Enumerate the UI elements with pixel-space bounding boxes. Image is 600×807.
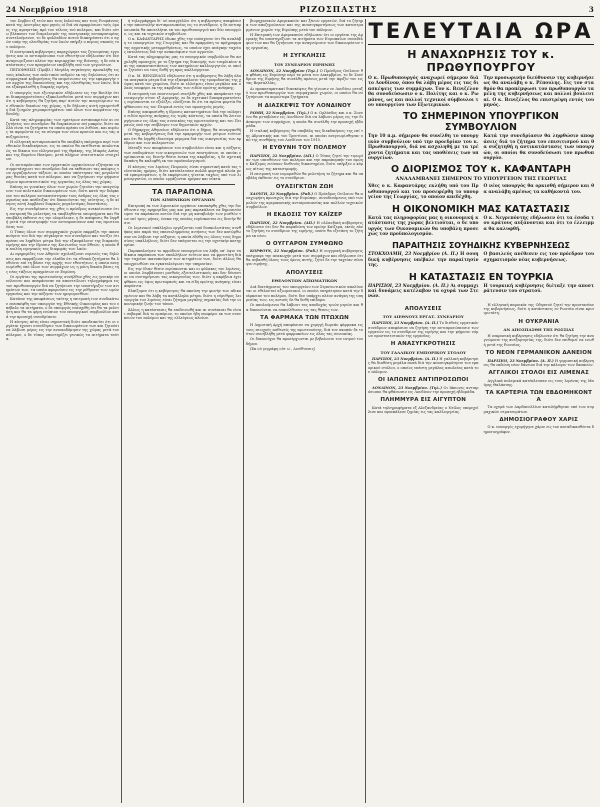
- dateline: ΠΑΡΙΣΙΟΙ, 22 Νοεμβρίου. (ΑΠ.): [250, 220, 316, 225]
- latest-hour-banner: ΤΕΛΕΥΤΑΙΑ ΩΡΑ: [368, 19, 594, 43]
- swedish-article-left: ΣΤΟΚΧΟΛΜΗ, 23 Νοεμβρίου (Α. Π.) Η σουηδική κυβέρνησις υπέβαλε την παραίτησίν της.: [368, 252, 479, 269]
- section-rule: [130, 184, 235, 185]
- subhead-merchant-fleet: ΤΟΥ ΓΑΛΛΙΚΟΥ ΕΜΠΟΡΙΚΟΥ ΣΤΟΛΟΥ: [380, 349, 466, 355]
- headline-egypt-flood: ΠΛΗΜΜΥΡΑ ΕΙΣ ΑΙΓΥΠΤΟΝ: [380, 397, 467, 404]
- subhead-kafantaris-appointment: ΑΝΑΛΑΜΒΑΝΕΙ ΣΗΜΕΡΟΝ ΤΟ ΥΠΟΥΡΓΕΙΟΝ ΤΗΣ ΓΕΩΡΓΙΑΣ: [395, 176, 567, 183]
- dateline: ΛΟΝΔΙΝΟΝ, 22 Νοεμβρίου (Τηλ.): [250, 68, 319, 73]
- dateline: ΛΟΝΔΙΝΟΝ, 23 Νοεμβρίου. (Τηλ.): [372, 385, 443, 390]
- dateline: ΠΑΡΙΣΙΟΙ, 23 Νοεμβρίου. (Α. Π.): [372, 356, 439, 361]
- subhead-peace-conference: ΤΟΥ ΣΥΝΕΔΡΙΟΥ ΕΙΡΗΝΗΣ: [274, 61, 335, 67]
- headline-washington: ΟΥΑΣΙΓΚΤΩΝ ΖΩΗ: [275, 183, 334, 190]
- masthead-rule: [6, 16, 594, 17]
- subhead-labor-conference: ΤΟΥ ΔΙΕΘΝΟΥΣ ΕΡΓΑΤ. ΣΥΝΕΔΡΙΟΥ: [382, 314, 464, 320]
- headline-german-loan: ΤΟ ΝΕΟΝ ΓΕΡΜΑΝΙΚΟΝ ΔΑΝΕΙΟΝ: [485, 350, 592, 357]
- column-4-right-news: Η ελληνική παροικία της Οδησσού ζητεί την προστασίαν της κυβερνήσεως, διότι η κατάστασις εν Ρωσσία είναι κρισιμωτάτη. Η ΟΥΚΡΑΝΙΑ ΑΝ ΑΠΟΣΠΑΣΘΗ ΤΗΣ ΡΩΣΣΙΑΣ Η ουκρανική κυβέρνησις εδήλωσεν ότι θα ζητήση την αναγνώρισιν της ανεξαρτησίας της, διότι δεν επιθυμεί να ενωθή μετά της Ρωσσίας. ΤΟ ΝΕΟΝ ΓΕΡΜΑΝΙΚΟΝ ΔΑΝΕΙΟΝ ΠΑΡΙΣΙΟΙ, 23 Νοεμβρίου. (Α. Π.) Η γερμανική κυβέρνησις θα εκδώση νέον δάνειον διά την κάλυψιν των δαπανών. ΑΓΓΛΙΚΟΙ ΣΤΟΛΟΙ ΕΙΣ ΛΙΜΕΝΑΣ Αγγλικά πολεμικά κατέπλευσαν εις τους λιμένας της Μαύρης Θαλάσσης. ΤΑ ΚΑΡΤΕΡΙΑ ΤΩΝ ΕΒΔΟΜΗΚΟΝΤΑ Τα οχυρά των Δαρδανελλίων κατελήφθησαν υπό των συμμαχικών στρατευμάτων. ΔΗΜΟΣΙΟΓΡΑΦΟΥ ΧΑΡΙΣ Ο κ. υπουργός εχορήγησε χάριν εις τον καταδικασθέντα δημοσιογράφον.: [483, 302, 594, 434]
- headline-turkey-situation: Η ΚΑΤΑΣΤΑΣΙΣ ΕΝ ΤΟΥΡΚΙΑ: [408, 271, 554, 283]
- dateline: ΧΑΟΥΓΗ, 22 Νοεμβρίου. (Ραδ.): [250, 192, 314, 197]
- headline-labor-conference: ΑΠΟΛΥΣΕΙΣ: [404, 305, 442, 312]
- headline-kafantaris-appointment: Ο ΔΙΟΡΙΣΜΟΣ ΤΟΥ κ. ΚΑΦΑΝΤΑΡΗ: [391, 164, 571, 176]
- cabinet-article-right: Κατά την συνεδρίασιν θα ληφθώσιν αποφάσεις διά το ζήτημα του επισιτισμού και θα συζητηθή η αντικατάστασις των υπουργών, οι οποίοι θα συνοδεύσωσι τον πρωθυπουργόν.: [483, 134, 594, 162]
- column-2-article-text: ή τηλεγράφημα δι' ού αναγγέλλει ότι η κυβέρνησις απεφάσισε την αποστολήν αντιπροσωπείας εις το συνέδριον, η δε αντιπροσωπεία θα αποτελήται εκ του πρωθυπουργού και δύο υπουργών, ως και εκ τεχνικών συμβούλων. Ο κ. ΚΑΦΑΝΤΑΡΗΣ έδωκε χθες την υπόσχεσιν ότι θα αναλάβη το υπουργείον της Γεωργίας και θα εφαρμόση το πρόγραμμα της αγροτικής μεταρρυθμίσεως, το οποίον έχει ανάγκην ταχείας εκτελέσεως διά την ανακούφισιν των αγροτών. Κατά τας πληροφορίας μας το υπουργικόν συμβούλιον θα ασχοληθή προσεχώς με το ζήτημα της διανομής των τσιφλικίων και της αποκαταστάσεως των ακτημόνων καλλιεργητών, οι οποίοι ζητούσι να τους δοθή γη προς καλλιέργειαν. Ο κ. Μ. ΒΕΝΙΖΕΛΟΣ εδήλωσεν ότι η κυβέρνησις θα λάβη όλα τα αναγκαία μέτρα διά την εξασφάλισιν της τροφοδοσίας της χώρας κατά τον χειμώνα, διότι αι ελλείψεις είναι μεγάλαι και ο λαός υποφέρει εκ της ακριβείας των ειδών πρώτης ανάγκης. Η επιτροπή του επισιτισμού συνήλθε χθες και απεφάσισε την εισαγωγήν σίτου εξ Αμερικής, αι δε σχετικαί διαπραγματεύσεις ευρίσκονται εν εξελίξει, ελπίζεται δε ότι τα πρώτα φορτία θα φθάσωσιν εις τον Πειραιά εντός του προσεχούς μηνός. Επίσης απεφασίσθη η ίδρυσις καταστημάτων διά την πώλησιν ειδών πρώτης ανάγκης εις τιμάς κόστους, τα οποία θα λειτουργήσωσιν εις όλας τας συνοικίας της πρωτευούσης και του Πειραιώς υπό την επίβλεψιν των δημοτικών αρχών. Ο δήμαρχος Αθηναίων εδήλωσεν ότι ο δήμος θα συνεργασθή μετά της κυβερνήσεως διά την εφαρμογήν των μέτρων τούτων και ότι θα ληφθή ιδιαιτέρα μέριμνα διά τας οικογενείας των εφέδρων και των πολεμιστών. Μεταξύ των αποφάσεων του συμβουλίου είναι και η αύξησις των επιδομάτων των οικογενειών των επιστράτων, αι οποίαι ευρίσκονται εις δεινήν θέσιν ένεκα της ακριβείας, η δε σχετική δαπάνη θα καλυφθή εκ του προϋπολογισμού. Η κίνησις του λιμένος Πειραιώς είναι σημαντική κατά τας τελευταίας ημέρας, διότι κατέπλευσαν πολλά φορτηγά πλοία μετά εμπορευμάτων, η δε εκφόρτωσις γίνεται ταχέως υπό των λιμενεργατών, οι οποίοι εργάζονται ημέραν και νύκτα. ΤΑ ΠΑΡΑΠΟΝΑ ΤΩΝ ΛΙΜΕΝΙΚΩΝ ΟΡΓΑΝΩΝ Επιτροπή εκ των λιμενικών οργάνων επεσκέφθη χθες την διεύθυνσιν της εφημερίδος μας και μας παρεκάλεσε να δημοσιεύσωμεν τα παράπονα αυτών διά την μη καταβολήν των μισθών των επί τρεις μήνας, ένεκα της οποίας ευρίσκονται εις δεινήν θέσιν. Οι λιμενικοί υπάλληλοι εργάζονται υπό δυσκολωτάτας συνθήκας και παρά τας επανειλημμένας αιτήσεις των δεν κατώρθωσαν να λάβωσι την αύξησιν, η οποία εδόθη εις όλους τους δημοσίους υπαλλήλους, διότι δεν υπάγονται εις την σχετικήν κατηγορίαν. Παρακαλούμεν το αρμόδιον υπουργείον να λάβη υπ' όψιν τα δίκαια παράπονα των υπαλλήλων τούτων και να φροντίση διά την ταχείαν ικανοποίησιν των αιτημάτων των, διότι άλλως θα υποχρεωθώσι να εγκαταλείψωσι την υπηρεσίαν. Εις την ίδιαν θέσιν ευρίσκονται και οι φύλακες του λιμένος, οι οποίοι λαμβάνουσι μισθούς εξευτελιστικούς και δεν δύνανται να συντηρήσωσι τας οικογενείας των, διότι η ακρίβεια έχει φθάσει εις ύψος πρωτοφανές και τα είδη πρώτης ανάγκης είναι απρόσιτα. Ελπίζομεν ότι η κυβέρνησις θα ακούση την φωνήν των αδικουμένων και θα λάβη τα κατάλληλα μέτρα, διότι η εύρυθμος λειτουργία του λιμένος είναι ζήτημα μεγάλης σημασίας διά την οικονομικήν ζωήν του τόπου. Άλλως η κατάστασις θα επιδεινωθή και αι συνέπειαι θα είναι σοβαραί διά το εμπόριον, το οποίον ήδη υποφέρει εκ των συνεπειών του πολέμου και της ελλείψεως πλοίων.: [124, 19, 241, 321]
- dateline: ΠΑΡΙΣΙΟΙ, 23 Νοεμβρίου. (Α. Π.): [368, 283, 449, 289]
- subhead-ukraine: ΑΝ ΑΠΟΣΠΑΣΘΗ ΤΗΣ ΡΩΣΣΙΑΣ: [503, 327, 575, 333]
- turkey-article-right: Η τουρκική κυβέρνησις διέταξε την αποστράτευσιν του στρατού.: [483, 283, 594, 294]
- headline-war-responsibility: Η ΕΥΘΥΝΗ ΤΟΥ ΠΟΛΕΜΟΥ: [262, 145, 347, 152]
- headline-pm-departure: Η ΑΝΑΧΩΡΗΣΙΣ ΤΟΥ κ. ΠΡΩΘΥΠΟΥΡΓΟΥ: [407, 48, 555, 74]
- dateline: ΚΟΡΦΟΥΝ, 22 Νοεμβρίου. (Ραδ.): [250, 249, 318, 254]
- paper-name: ΡΙΖΟΣΠΑΣΤΗΣ: [299, 4, 378, 14]
- column-4-latest-hour: [368, 19, 594, 803]
- dateline: ΠΑΡΙΣΙΟΙ, 23 Νοεμβρίου. (Α. Π.): [487, 358, 554, 363]
- headline-medicines-poor: ΤΑ ΦΑΡΜΑΚΑ ΤΩΝ ΠΤΩΧΩΝ: [260, 314, 349, 321]
- turkey-article-left: ΠΑΡΙΣΙΟΙ, 23 Νοεμβρίου. (Α. Π.) Αι συμμαχικαί δυνάμεις κατέλαβον τα οχυρά των Στενών.: [368, 283, 479, 300]
- column-divider: [121, 19, 122, 803]
- headline-british-fleets: ΑΓΓΛΙΚΟΙ ΣΤΟΛΟΙ ΕΙΣ ΛΙΜΕΝΑΣ: [488, 370, 590, 377]
- kafantaris-article-right: Ο νέος υπουργός θα ορκισθή σήμερον και θα αναλάβη αμέσως τα καθήκοντά του.: [483, 184, 594, 195]
- headline-london-conference: Η ΔΙΑΣΚΕΨΙΣ ΤΟΥ ΛΟΝΔΙΝΟΥ: [257, 102, 352, 109]
- kafantaris-article-left: Χθες ο κ. Καφαντάρης εκλήθη υπό του Πρωθυπουργού και του προσεφέρθη το υπουργείον της Γεωργίας, το οποίον απεδέχθη.: [368, 184, 479, 201]
- headline-port-complaints: ΤΑ ΠΑΡΑΠΟΝΑ: [152, 187, 213, 196]
- column-3-news: βιομηχανικών Αμερικανών και ξένων εργατών, διά το ζήτημα των αποζημιώσεων και της ανασυγκροτήσεως των κατεστραμμένων χωρών της Ευρώπης μετά τον πόλεμον. Η Επιτροπή των Αμερικανών εδήλωσεν ότι οι εργάται της Αμερικής θα υποστηρίξωσι τα αιτήματα των Ευρωπαίων συναδέλφων των και θα ζητήσωσι την αναγνώρισιν των δικαιωμάτων της εργασίας. Η ΣΥΓΚΛΗΣΙΣ ΤΟΥ ΣΥΝΕΔΡΙΟΥ ΕΙΡΗΝΗΣ ΛΟΝΔΙΝΟΝ, 22 Νοεμβρίου (Τηλ.) Ο Πρόεδρος Ουίλσων θα φθάση εις Ευρώπην περί τα μέσα του Δεκεμβρίου, το δε Συνέδριον της Ειρήνης θα συνέλθη αμέσως μετά την άφιξίν του εις τας Βερσαλλίας. Αι προκαταρκτικαί διασκέψεις θα γίνωσιν εν Λονδίνω μεταξύ των πρωθυπουργών των συμμαχικών χωρών, οι οποίοι θα συζητήσωσι τα κυριώτερα ζητήματα. Η ΔΙΑΣΚΕΨΙΣ ΤΟΥ ΛΟΝΔΙΝΟΥ ΡΩΜΗ, 22 Νοεμβρίου. (Τηλ.) Ο κ. Ορλάνδος και ο κ. Σοννίνο θα μεταβώσιν εις Λονδίνον διά να λάβωσι μέρος εις την διάσκεψιν των συμμάχων, η οποία θα συνέλθη την προσεχή εβδομάδα. Η ιταλική κυβέρνησις θα υποβάλη τας διεκδικήσεις της επί της Αδριατικής και του Τρεντίνου, αι οποίαι ανεγνωρίσθησαν υπό της συνθήκης του Λονδίνου του 1915. Η ΕΥΘΥΝΗ ΤΟΥ ΠΟΛΕΜΟΥ ΠΑΡΙΣΙΟΙ, 22 Νοεμβρίου. (ΑΠ.) Ο Τύπος ζητεί την τιμωρίαν των υπευθύνων του πολέμου και την παραπομπήν του πρώην Καΐζερος ενώπιον διεθνούς δικαστηρίου, διότι υπήρξεν ο κύριος αίτιος της καταστροφής. Η επιτροπή των νομομαθών θα μελετήση το ζήτημα και θα υποβάλη έκθεσιν εις το συνέδριον. ΟΥΑΣΙΓΚΤΩΝ ΖΩΗ ΧΑΟΥΓΗ, 22 Νοεμβρίου. (Ραδ.) Ο Πρόεδρος Ουίλσων θα αναχωρήση προσεχώς διά την Ευρώπην, συνοδευόμενος υπό των μελών της αμερικανικής αντιπροσωπείας και πολλών τεχνικών συμβούλων. Η ΕΚΔΟΣΙΣ ΤΟΥ ΚΑΪΖΕΡ ΠΑΡΙΣΙΟΙ, 22 Νοεμβρίου. (ΑΠ.) Η ολλανδική κυβέρνησις εδήλωσεν ότι δεν θα παραδώση τον πρώην Καΐζερα, εκτός εάν το ζητήση το συνέδριον της ειρήνης, οπότε θα εξετάση το ζήτημα εκ νέου. Ο ΟΥΓΓΑΡΟΝ ΣΥΜΦΩΝΟ ΚΟΡΦΟΥΝ, 22 Νοεμβρίου. (Ραδ.) Η ουγγρική κυβέρνησις υπέγραψε την ανακωχήν μετά των συμμάχων και εδήλωσεν ότι θα σεβασθή όλους τους όρους αυτής, ζητεί δε την ταχείαν σύναψιν ειρήνης. ΑΠΟΛΥΣΕΙΣ ΕΘΕΛΟΝΤΩΝ ΑΞΙΩΜΑΤΙΚΩΝ Διά διατάγματος του υπουργείου των Στρατιωτικών απολύονται οι εθελονταί αξιωματικοί, οι οποίοι υπηρέτησαν κατά την διάρκειαν του πολέμου, διότι δεν υπάρχει πλέον ανάγκη της υπηρεσίας των, εις αυτούς δε θα δοθή επίδομα. Οι απολυόμενοι θα λάβωσι τας αποδοχάς τριών μηνών και θα δικαιούνται να επανέλθωσιν εις τας θέσεις των. ΤΑ ΦΑΡΜΑΚΑ ΤΩΝ ΠΤΩΧΩΝ Η Δημοτική Αρχή απεφάσισε να χορηγή δωρεάν φάρμακα εις τους πτωχούς ασθενείς της πρωτευούσης, διά τον σκοπόν δε τούτον συνεβλήθη μετά φαρμακείων εις όλας τας συνοικίας. Οι δικαιούχοι θα προσέρχωνται με βεβαίωσιν του ιατρού του δήμου. (Εκ ού γεγράφη ούτ ω , Διεύθυνσις): [246, 19, 363, 351]
- headline-merchant-fleet: Η ΑΝΑΣΥΓΚΡΟΤΗΣΙΣ: [390, 341, 456, 348]
- headline-economic-situation: Η ΟΙΚΟΝΟΜΙΚΗ ΜΑΣ ΚΑΤΑΣΤΑΣΙΣ: [392, 203, 570, 215]
- lead-article-left: Ο κ. Πρωθυπουργός αναχωρεί σήμερον διά το Λονδίνον, όπου θα λάβη μέρος εις τας διασκέψεις των συμμάχων. Τον κ. Βενιζέλον θα συνοδεύσωσιν ο κ. Πολίτης και ο κ. Ρωμάνος, ως και πολλοί τεχνικοί σύμβουλοι του υπουργείου των Εξωτερικών.: [368, 76, 479, 109]
- subhead-officer-dismissals: ΕΘΕΛΟΝΤΩΝ ΑΞΙΩΜΑΤΙΚΩΝ: [271, 278, 338, 284]
- column-divider: [243, 19, 244, 803]
- column-divider: [365, 19, 366, 803]
- page-number: 3: [588, 4, 594, 14]
- subhead-port-complaints: ΤΩΝ ΛΙΜΕΝΙΚΩΝ ΟΡΓΑΝΩΝ: [150, 196, 215, 202]
- dateline: ΡΩΜΗ, 22 Νοεμβρίου. (Τηλ.): [250, 111, 310, 116]
- cabinet-article-left: Την 10 π.μ. σήμερον θα συνέλθη το υπουργικόν συμβούλιον υπό την προεδρίαν του κ. Πρωθυπουργού, διά να ασχοληθή με τα τρέχοντα ζητήματα και τας υποθέσεις των υπουργείων.: [368, 134, 479, 162]
- economy-article-left: Κατά τας πληροφορίας μας η οικονομική κατάστασις της χώρας βελτιούται, ο δε υπουργός των Οικονομικών θα υποβάλη προσεχώς τον προϋπολογισμόν.: [368, 215, 479, 237]
- headline-swedish-government: ΠΑΡΑΙΤΗΣΙΣ ΣΟΥΗΔΙΚΗΣ ΚΥΒΕΡΝΗΣΕΩΣ: [392, 241, 570, 251]
- headline-ukraine: Η ΟΥΚΡΑΝΙΑ: [518, 318, 560, 325]
- headline-seventy-fortresses: ΤΑ ΚΑΡΤΕΡΙΑ ΤΩΝ ΕΒΔΟΜΗΚΟΝΤΑ: [485, 390, 593, 403]
- dateline: ΣΤΟΚΧΟΛΜΗ, 23 Νοεμβρίου (Α. Π.): [368, 252, 459, 258]
- masthead: [6, 3, 594, 15]
- headline-kaiser-extradition: Η ΕΚΔΟΣΙΣ ΤΟΥ ΚΑΪΖΕΡ: [266, 212, 343, 219]
- economy-article-right: Ο κ. Νεγρεπόντης εδήλωσεν ότι τα έσοδα του κράτους αυξάνονται και ότι το έλλειμμα θα καλυφθή.: [483, 215, 594, 232]
- dateline: ΠΑΡΙΣΙΟΙ, 23 Νοεμβρίου. (Α. Π.): [372, 321, 439, 326]
- dateline: ΠΑΡΙΣΙΟΙ, 22 Νοεμβρίου. (ΑΠ.): [250, 153, 315, 158]
- column-4-left-news: ΑΠΟΛΥΣΕΙΣ ΤΟΥ ΔΙΕΘΝΟΥΣ ΕΡΓΑΤ. ΣΥΝΕΔΡΙΟΥ ΠΑΡΙΣΙΟΙ, 23 Νοεμβρίου. (Α. Π.) Το διεθνές εργατικόν συνέδριον απεφάσισε να ζητήση την αντιπροσώπευσιν των εργατών εις το συνέδριον της ειρήνης και την ψήφισιν νόμων προστατευτικών της εργασίας. Η ΑΝΑΣΥΓΚΡΟΤΗΣΙΣ ΤΟΥ ΓΑΛΛΙΚΟΥ ΕΜΠΟΡΙΚΟΥ ΣΤΟΛΟΥ ΠΑΡΙΣΙΟΙ, 23 Νοεμβρίου. (Α. Π.) Η γαλλική κυβέρνησις θα διαθέση μεγάλα ποσά διά την ανασυγκρότησιν του εμπορικού στόλου, ο οποίος υπέστη μεγάλας απωλείας κατά τον πόλεμον. ΟΙ ΙΑΠΩΝΕΣ ΑΝΤΙΠΡΟΣΩΠΟΙ ΛΟΝΔΙΝΟΝ, 23 Νοεμβρίου. (Τηλ.) Οι Ιάπωνες αντιπρόσωποι θα φθάσωσιν εις Λονδίνον την προσεχή εβδομάδα. ΠΛΗΜΜΥΡΑ ΕΙΣ ΑΙΓΥΠΤΟΝ Κατά τηλεγραφήματα εξ Αλεξανδρείας ο Νείλος υπερεχείλισε και προεκάλεσε ζημίας εις τας καλλιεργείας.: [368, 305, 479, 415]
- headline-japanese-delegates: ΟΙ ΙΑΠΩΝΕΣ ΑΝΤΙΠΡΟΣΩΠΟΙ: [377, 377, 469, 384]
- issue-date: 24 Νοεμβρίου 1918: [6, 4, 88, 14]
- closing-note: (Εκ ού γεγράφη ούτ ω , Διεύθυνσις): [250, 346, 316, 351]
- headline-journalist-favor: ΔΗΜΟΣΙΟΓΡΑΦΟΥ ΧΑΡΙΣ: [499, 416, 579, 423]
- headline-hungarian-pact: Ο ΟΥΓΓΑΡΟΝ ΣΥΜΦΩΝΟ: [265, 240, 344, 247]
- swedish-article-right: Ο βασιλεύς ανέθεσεν εις τον πρόεδρον του σχηματισμόν νέας κυβερνήσεως.: [483, 252, 594, 263]
- headline-officer-dismissals: ΑΠΟΛΥΣΕΙΣ: [286, 269, 323, 276]
- headline-cabinet-council: ΤΟ ΣΗΜΕΡΙΝΟΝ ΥΠΟΥΡΓΙΚΟΝ ΣΥΜΒΟΥΛΙΟΝ: [403, 111, 559, 134]
- column-1-article-text: του Σερβου εξ ετών και τους Ιαλιώτας και τους Ρουμάνους κατά της Αυστρίας προ μηνός οί διά νά εφαρμόσωσι τούς όρους της αμνηστίας πρό του τέλους τού πολέμου, και διότι ούτω βλέπουσι τον διαμελισμόν της αυστριακής αυτοκρατορίας συντελούμενον, το δε φυλλαδίον αυτού διακηρύσσει ότι ο αγών υπέρ της ελευθερίας των λαών υπήρξε ο κύριος σκοπός του πολέμου. Η αυστριακή κυβέρνησις παρεχώρησε τας ζητουμένας εγγυήσεις και οι αντιπρόσωποι των εθνοτήτων εδήλωσαν ότι δεν αναγνωρίζουσι πλέον την κυριαρχίαν της Βιέννης, η δε νέα κατάστασις των πραγμάτων επεβλήθη υπό των γεγονότων. ΠΕΠΟΙΘΗΣΙΣ (Πρόβλ.) Μεγάλη συγκίνησις προεκλήθη εις τους κύκλους των πολιτικών ανδρών εκ της δηλώσεως ότι αι συμμαχικαί κυβερνήσεις θα επιμείνωσιν εις την εφαρμογήν των αρχών της δικαιοσύνης και της ελευθερίας των λαών, διά να εξασφαλισθή η διαρκής ειρήνη. Ο υπουργός των εξωτερικών εδήλωσεν εις την Βουλήν ότι αι διαπραγματεύσεις εξακολουθούσι μετά των συμμάχων και ότι η κυβέρνησις θα ζητήση παρ' αυτών την αναγνώρισιν των εθνικών δικαίων της χώρας, η δε δήλωσις αυτή εχαιρετίσθη διά ζωηρών χειροκροτημάτων υπό όλων των κομμάτων της Βουλής. Κατά τας πληροφορίας των ημετέρων ανταποκριτών αι συζητήσεις του συνεδρίου θα διαρκέσωσιν επί μακρόν, διότι πολλά είναι τα ζητήματα τα οποία πρέπει να λυθώσι, και κυρίως τα αφορώντα εις τα σύνορα των νέων κρατών και εις τας αποζημιώσεις. Η ελληνική αντιπροσωπεία θα υποβάλη υπόμνημα περί των εθνικών διεκδικήσεων, εις το οποίον θα εκτίθενται αναλυτικώς τα δίκαια του ελληνισμού της Θράκης, της Μικράς Ασίας και της Βορείου Ηπείρου, μετά πλήρων στατιστικών στοιχείων. Οι αντιπρόσωποι των εργατικών οργανώσεων εζήτησαν να συμμετάσχωσι του συνεδρίου διά να εκθέσωσι τας απόψεις των εργαζομένων τάξεων, αι οποίαι υπέστησαν τας μεγαλυτέρας θυσίας κατά τον πόλεμον, και να ζητήσωσι την ψήφισιν νόμων προστατευτικών της εργασίας εις όλας τας χώρας. Επίσης αι γυναίκες όλων των χωρών ζητούσι την αναγνώρισιν των πολιτικών δικαιωμάτων των, διότι κατά την διάρκειαν του πολέμου αντικατέστησαν τους άνδρας εις όλας τας εργασίας και απέδειξαν ότι δικαιούνται της ισότητος, η δε κίνησις αυτή λαμβάνει διαρκώς μεγαλυτέρας διαστάσεις. Εις την συνεδρίασιν της χθες ο πρόεδρος ανεκοίνωσεν ότι η επιτροπή θα μελετήση τα υποβληθέντα υπομνήματα και θα υποβάλη έκθεσιν εις την ολομέλειαν, η δε απόφασις θα ληφθή μετά την επιστροφήν των αντιπροσώπων από τας πρωτευούσας των. Ο Τύπος όλων των συμμαχικών χωρών εκφράζει την ικανοποίησιν του διά την σύγκλησιν του συνεδρίου και τονίζει ότι πρέπει να ληφθώσι μέτρα διά την εξασφάλισιν της διαρκούς ειρήνης και την ίδρυσιν της Κοινωνίας των Εθνών, η οποία θα επιλύη ειρηνικώς τας διαφοράς των λαών. Αι εφημερίδες των Αθηνών σχολιάζουσι ευμενώς τας δηλώσεις και εκφράζουσι την ελπίδα ότι τα εθνικά ζητήματα θα λυθώσιν επί τη βάσει της αρχής των εθνοτήτων, η οποία ανεγνωρίσθη υπό όλων των συμμάχων ως η μόνη δικαία βάσις της νέας τάξεως πραγμάτων εν Ευρώπη. Οι εργάται της πρωτευούσης συνήλθον χθες εις γενικήν συνέλευσιν και απεφάσισαν να αποστείλωσι τηλεγράφημα εις τον πρωθυπουργόν διά να ζητήσωσι την υποστήριξιν των αιτημάτων των, τα οποία αφορούσιν εις την ρύθμισιν των ωρών εργασίας και την αύξησιν των ημερομισθίων. Κατόπιν της αποφάσεως ταύτης η επιτροπή των συνδικάτων επεσκέφθη τον υπουργόν της Εθνικής Οικονομίας και του υπέβαλε τα αιτήματα, ο δε υπουργός υπεσχέθη ότι θα τα μελετήση και θα τα φέρη ενώπιον του υπουργικού συμβουλίου κατά την προσεχή συνεδρίασιν. Η κίνησις αύτη είναι σημαντική διότι αποδεικνύει ότι οι εργάται έχουσι συνείδησιν των δικαιωμάτων των και ζητούσι να λάβωσι μέρος εις την ανοικοδόμησιν της χώρας μετά τον πόλεμον, ο δε τύπος υποστηρίζει γενικώς τα αιτήματα ταύτα.: [6, 19, 119, 342]
- headline-peace-conference: Η ΣΥΓΚΛΗΣΙΣ: [283, 53, 326, 60]
- lead-article-right: Την προσωρινήν διεύθυνσιν της κυβερνήσεως θα αναλάβη ο κ. Ρέπουλης. Εις τον σταθμόν θα προπέμψωσι τον πρωθυπουργόν τα μέλη της κυβερνήσεως και πολλοί βουλευταί. Ο κ. Βενιζέλος θα επιστρέψη εντός του μηνός.: [483, 76, 594, 109]
